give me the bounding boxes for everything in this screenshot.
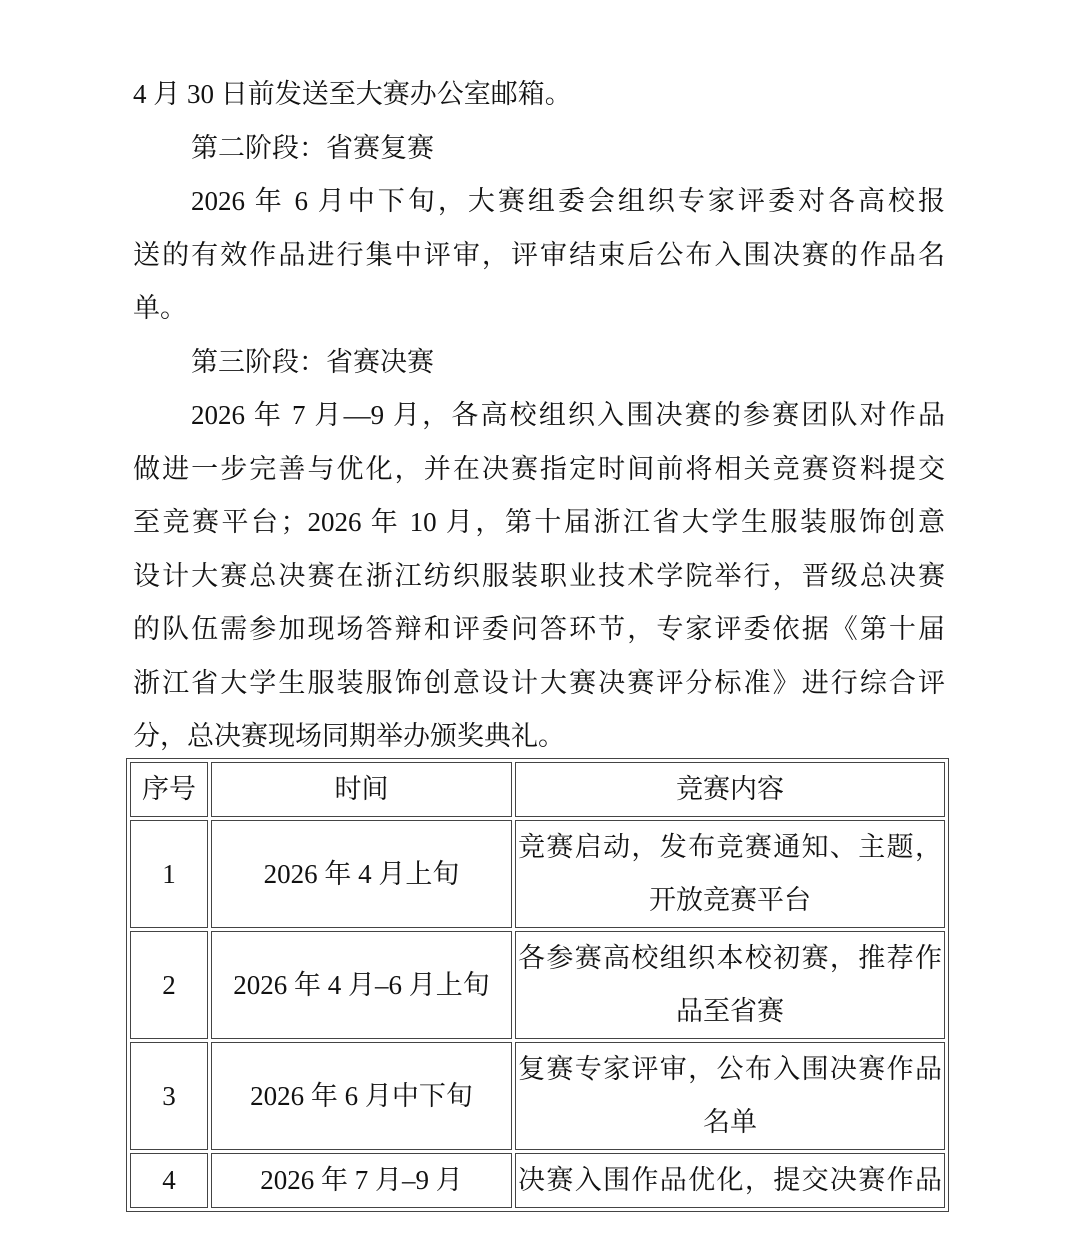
content-line: 品至省赛 xyxy=(676,996,784,1026)
row-number: 2 xyxy=(130,931,208,1039)
row-content xyxy=(515,1042,945,1150)
header-content: 竞赛内容 xyxy=(515,762,945,817)
table-row xyxy=(130,931,945,1039)
schedule-table xyxy=(126,758,949,1212)
content-line: 竞赛启动，发布竞赛通知、主题， xyxy=(518,832,942,862)
paragraph-line: 的队伍需参加现场答辩和评委问答环节，专家评委依据《第十届 xyxy=(133,614,945,644)
document-body xyxy=(133,68,945,764)
row-number: 1 xyxy=(130,820,208,928)
paragraph-line: 2026 年 7 月—9 月，各高校组织入围决赛的参赛团队对作品 xyxy=(191,400,945,430)
content-line: 复赛专家评审，公布入围决赛作品 xyxy=(518,1054,942,1084)
row-time: 2026 年 4 月上旬 xyxy=(211,820,512,928)
table-row xyxy=(130,820,945,928)
row-time: 2026 年 4 月–6 月上旬 xyxy=(211,931,512,1039)
row-time: 2026 年 7 月–9 月 xyxy=(211,1153,512,1208)
paragraph-line: 2026 年 6 月中下旬，大赛组委会组织专家评委对各高校报 xyxy=(191,186,945,216)
row-content xyxy=(515,1153,945,1208)
row-content xyxy=(515,820,945,928)
header-time: 时间 xyxy=(211,762,512,817)
paragraph-line: 至竞赛平台；2026 年 10 月，第十届浙江省大学生服装服饰创意 xyxy=(133,507,945,537)
paragraph-line: 第三阶段：省赛决赛 xyxy=(191,346,434,377)
paragraph-line: 设计大赛总决赛在浙江纺织服装职业技术学院举行，晋级总决赛 xyxy=(133,560,945,591)
paragraph-line: 第二阶段：省赛复赛 xyxy=(191,132,434,163)
paragraph-line: 分，总决赛现场同期举办颁奖典礼。 xyxy=(133,721,565,751)
row-number: 3 xyxy=(130,1042,208,1150)
content-line: 开放竞赛平台 xyxy=(649,885,811,915)
paragraph-line: 4 月 30 日前发送至大赛办公室邮箱。 xyxy=(133,79,572,109)
paragraph-line: 做进一步完善与优化，并在决赛指定时间前将相关竞赛资料提交 xyxy=(133,453,945,484)
content-line: 各参赛高校组织本校初赛，推荐作 xyxy=(518,943,942,973)
table-header-row xyxy=(130,762,945,817)
row-number: 4 xyxy=(130,1153,208,1208)
header-number: 序号 xyxy=(130,762,208,817)
row-content xyxy=(515,931,945,1039)
paragraph-line: 浙江省大学生服装服饰创意设计大赛决赛评分标准》进行综合评 xyxy=(133,667,945,698)
paragraph-line: 单。 xyxy=(133,293,187,323)
content-line: 决赛入围作品优化，提交决赛作品 xyxy=(518,1165,942,1195)
table-row xyxy=(130,1153,945,1208)
content-line: 名单 xyxy=(703,1107,757,1137)
row-time: 2026 年 6 月中下旬 xyxy=(211,1042,512,1150)
table-row xyxy=(130,1042,945,1150)
paragraph-line: 送的有效作品进行集中评审，评审结束后公布入围决赛的作品名 xyxy=(133,239,945,270)
